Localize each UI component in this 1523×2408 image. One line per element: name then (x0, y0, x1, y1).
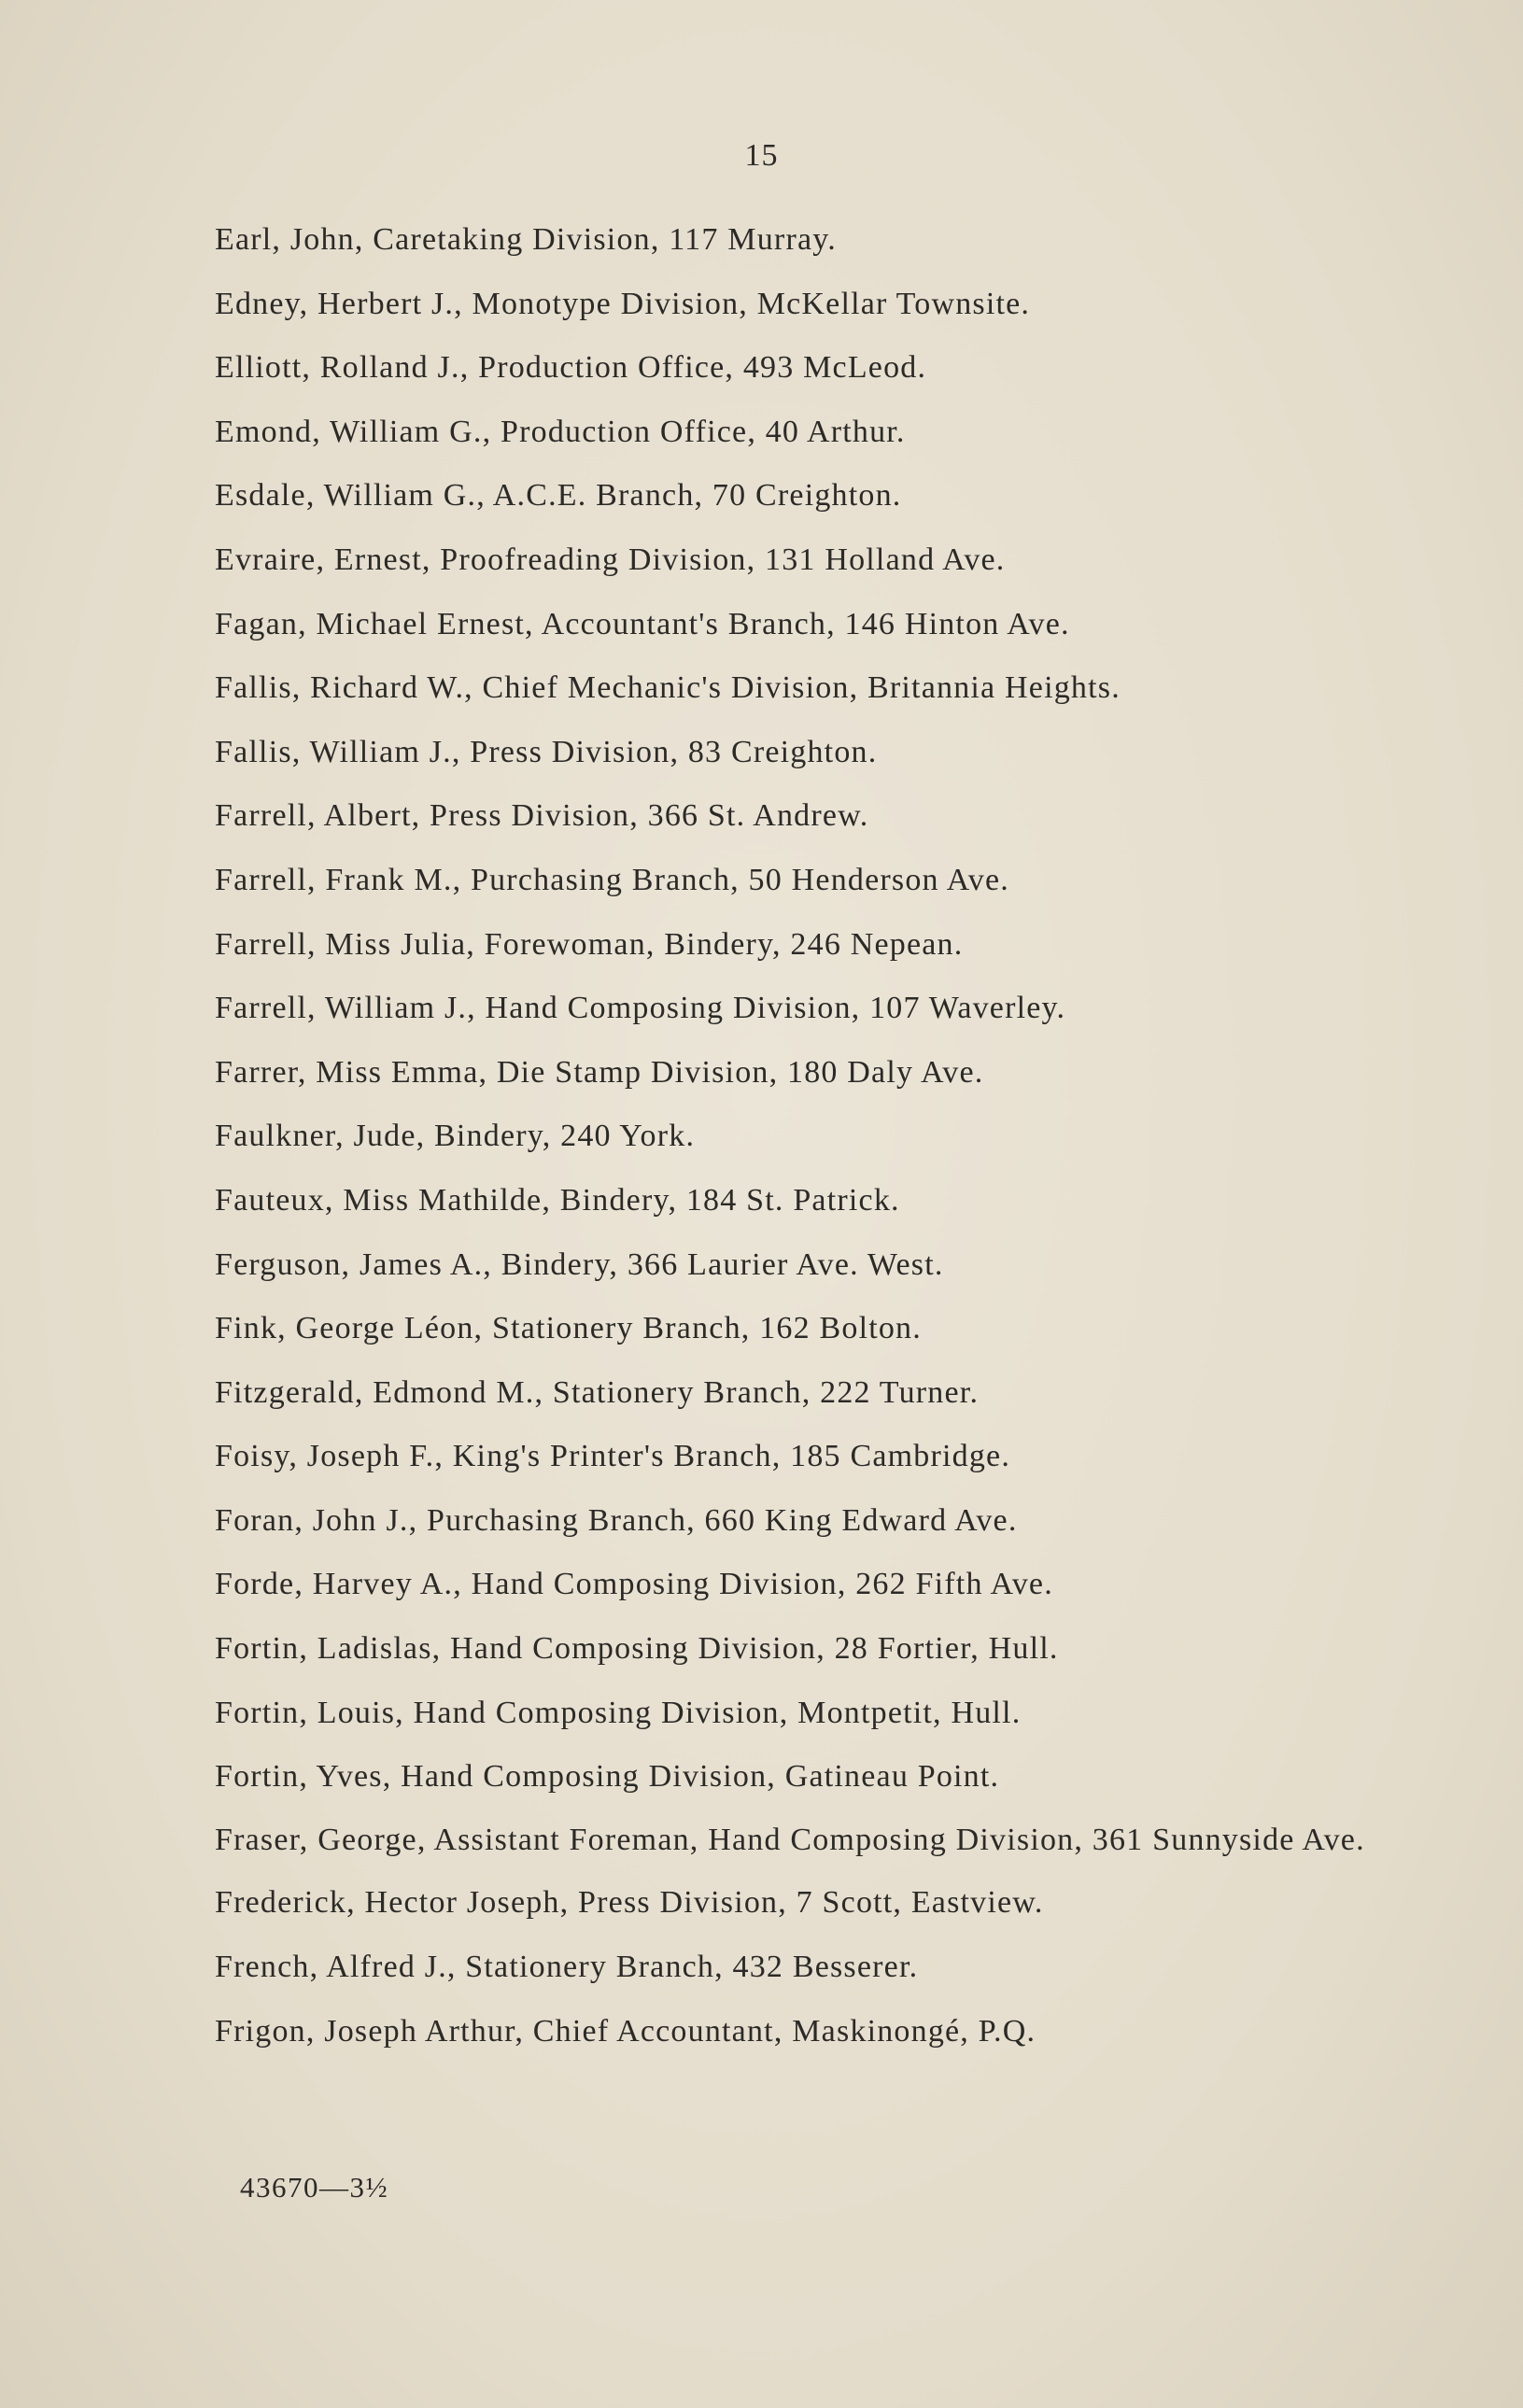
directory-entry: Frederick, Hector Joseph, Press Division, 7 Scott, Eastview. (215, 1885, 1044, 1921)
directory-entry: Fallis, Richard W., Chief Mechanic's Division, Britannia Heights. (215, 670, 1121, 706)
directory-entry: Edney, Herbert J., Monotype Division, McKellar Townsite. (215, 286, 1031, 321)
directory-entry: Fortin, Louis, Hand Composing Division, Montpetit, Hull. (215, 1695, 1022, 1730)
directory-entry: Fortin, Yves, Hand Composing Division, Gatineau Point. (215, 1759, 1000, 1795)
directory-entry: French, Alfred J., Stationery Branch, 432 Besserer. (215, 1950, 919, 1985)
directory-entry: Evraire, Ernest, Proofreading Division, 131 Holland Ave. (215, 542, 1006, 577)
directory-entry: Forde, Harvey A., Hand Composing Division, 262 Fifth Ave. (215, 1567, 1053, 1602)
directory-entry: Farrell, William J., Hand Composing Division, 107 Waverley. (215, 991, 1066, 1026)
directory-entry: Fauteux, Miss Mathilde, Bindery, 184 St. Patrick. (215, 1182, 900, 1218)
directory-entry: Fortin, Ladislas, Hand Composing Division, 28 Fortier, Hull. (215, 1631, 1059, 1667)
directory-entry: Fallis, William J., Press Division, 83 Creighton. (215, 734, 878, 769)
directory-entry: Farrell, Frank M., Purchasing Branch, 50 Henderson Ave. (215, 862, 1009, 897)
directory-entry: Elliott, Rolland J., Production Office, 493 McLeod. (215, 350, 927, 386)
directory-entry: Farrer, Miss Emma, Die Stamp Division, 180 Daly Ave. (215, 1054, 984, 1090)
directory-entry: Fagan, Michael Ernest, Accountant's Branch, 146 Hinton Ave. (215, 606, 1070, 641)
directory-entry: Esdale, William G., A.C.E. Branch, 70 Creighton. (215, 478, 902, 514)
directory-entry: Fraser, George, Assistant Foreman, Hand Composing Division, 361 Sunnyside Ave. (215, 1822, 1365, 1857)
directory-entry: Fitzgerald, Edmond M., Stationery Branch, 222 Turner. (215, 1374, 980, 1410)
page-number: 15 (744, 138, 779, 173)
print-job-code: 43670—3½ (240, 2171, 389, 2204)
directory-entry: Foran, John J., Purchasing Branch, 660 King Edward Ave. (215, 1502, 1018, 1538)
directory-entry: Emond, William G., Production Office, 40 Arthur. (215, 414, 906, 449)
directory-entry: Frigon, Joseph Arthur, Chief Accountant, Maskinongé, P.Q. (215, 2013, 1036, 2049)
directory-entry: Foisy, Joseph F., King's Printer's Branch, 185 Cambridge. (215, 1439, 1011, 1474)
directory-entry: Earl, John, Caretaking Division, 117 Murray. (215, 222, 837, 257)
directory-entry: Faulkner, Jude, Bindery, 240 York. (215, 1119, 696, 1154)
directory-entry: Ferguson, James A., Bindery, 366 Laurier Ave. West. (215, 1246, 944, 1282)
directory-entry: Farrell, Albert, Press Division, 366 St. Andrew. (215, 798, 869, 834)
directory-entry: Farrell, Miss Julia, Forewoman, Bindery, 246 Nepean. (215, 926, 964, 962)
directory-entry: Fink, George Léon, Stationery Branch, 162 Bolton. (215, 1311, 922, 1346)
employee-directory-list (215, 217, 1391, 2072)
